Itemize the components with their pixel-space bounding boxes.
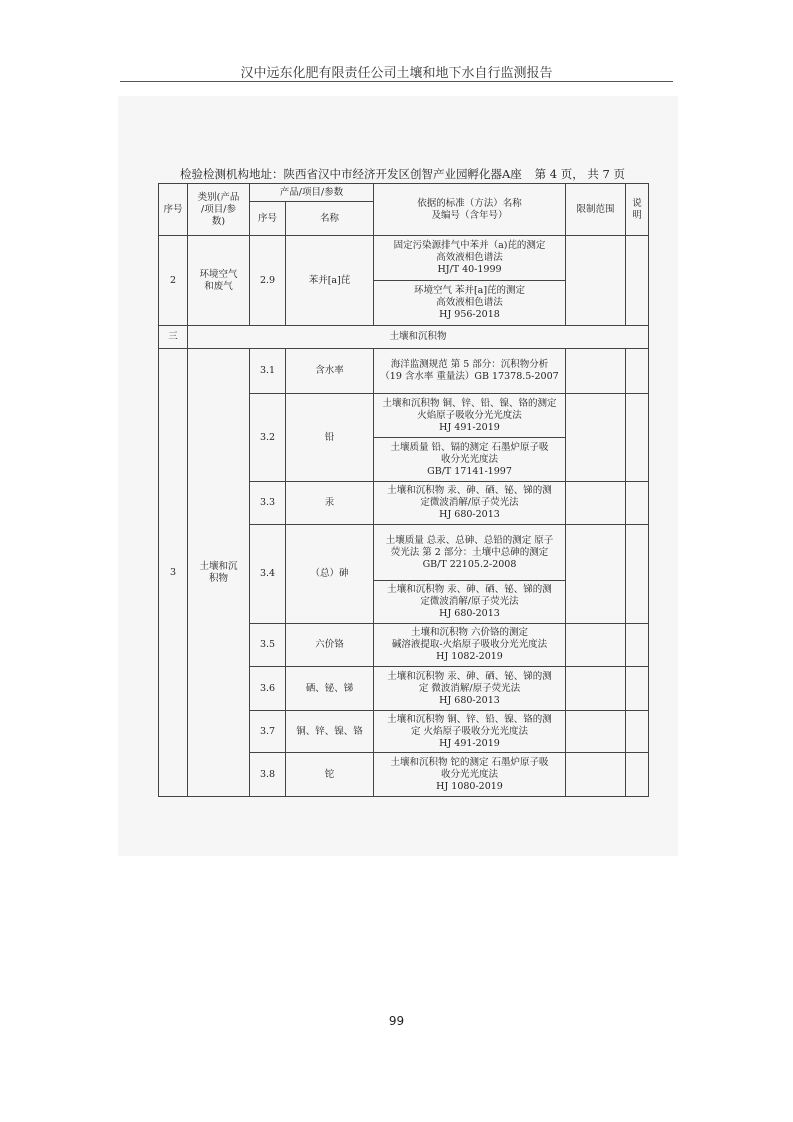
group3-seq: 3 — [159, 349, 188, 797]
limit-cell — [566, 236, 626, 326]
note-cell — [626, 753, 649, 797]
method-cell: 土壤和沉积物 铊的测定 石墨炉原子吸 收分光光度法 HJ 1080-2019 — [374, 753, 566, 797]
limit-cell — [566, 753, 626, 797]
item-name: 含水率 — [286, 349, 374, 394]
item-sub-seq: 3.7 — [250, 711, 286, 753]
item-sub-seq: 3.6 — [250, 667, 286, 711]
note-cell — [626, 482, 649, 525]
group2-sub-seq: 2.9 — [250, 236, 286, 326]
note-cell — [626, 525, 649, 624]
note-cell — [626, 711, 649, 753]
section-title: 土壤和沉积物 — [188, 326, 649, 349]
lab-address: 检验检测机构地址：陕西省汉中市经济开发区创智产业园孵化器A座 — [180, 167, 522, 181]
header-sub-seq: 序号 — [250, 202, 286, 236]
header-standard: 依据的标准（方法）名称 及编号（含年号） — [374, 184, 566, 236]
limit-cell — [566, 349, 626, 394]
limit-cell — [566, 667, 626, 711]
header-seq: 序号 — [159, 184, 188, 236]
method-cell: 海洋监测规范 第 5 部分：沉积物分析 （19 含水率 重量法）GB 17378.5-2007 — [374, 349, 566, 394]
running-header: 汉中远东化肥有限责任公司土壤和地下水自行监测报告 — [240, 66, 553, 81]
header-category: 类别(产品 /项目/参 数) — [188, 184, 250, 236]
table-row — [159, 236, 649, 281]
method-cell: 土壤和沉积物 汞、砷、硒、铋、锑的测 定 微波消解/原子荧光法 HJ 680-2013 — [374, 667, 566, 711]
limit-cell — [566, 394, 626, 482]
header-limit: 限制范围 — [566, 184, 626, 236]
item-name: 铅 — [286, 394, 374, 482]
limit-cell — [566, 525, 626, 624]
header-name: 名称 — [286, 202, 374, 236]
method-cell: 固定污染源排气中苯并（a)芘的测定 高效液相色谱法 HJ/T 40-1999 — [374, 236, 566, 281]
item-sub-seq: 3.8 — [250, 753, 286, 797]
item-name: 铊 — [286, 753, 374, 797]
method-cell: 土壤质量 铅、镉的测定 石墨炉原子吸 收分光光度法 GB/T 17141-1997 — [374, 438, 566, 482]
group2-name: 苯并[a]芘 — [286, 236, 374, 326]
group3-category: 土壤和沉 积物 — [188, 349, 250, 797]
section-seq: 三 — [159, 326, 188, 349]
limit-cell — [566, 482, 626, 525]
method-cell: 环境空气 苯并[a]芘的测定 高效液相色谱法 HJ 956-2018 — [374, 281, 566, 326]
method-cell: 土壤和沉积物 汞、砷、硒、铋、锑的测 定微波消解/原子荧光法 HJ 680-2013 — [374, 581, 566, 624]
method-cell: 土壤和沉积物 六价铬的测定 碱溶液提取-火焰原子吸收分光光度法 HJ 1082-2019 — [374, 624, 566, 667]
item-name: 汞 — [286, 482, 374, 525]
note-cell — [626, 349, 649, 394]
address-line — [180, 166, 625, 182]
header-divider — [120, 81, 673, 82]
item-name: 铜、锌、镍、铬 — [286, 711, 374, 753]
item-name: 硒、铋、锑 — [286, 667, 374, 711]
item-sub-seq: 3.1 — [250, 349, 286, 394]
limit-cell — [566, 711, 626, 753]
item-sub-seq: 3.3 — [250, 482, 286, 525]
note-cell — [626, 667, 649, 711]
item-sub-seq: 3.5 — [250, 624, 286, 667]
note-cell — [626, 236, 649, 326]
method-cell: 土壤和沉积物 铜、锌、铅、镍、铬的测 定 火焰原子吸收分光光度法 HJ 491-2019 — [374, 711, 566, 753]
method-cell: 土壤和沉积物 汞、砷、硒、铋、锑的测 定微波消解/原子荧光法 HJ 680-2013 — [374, 482, 566, 525]
group2-seq: 2 — [159, 236, 188, 326]
section-row — [159, 326, 649, 349]
table-row — [159, 349, 649, 394]
item-sub-seq: 3.2 — [250, 394, 286, 482]
method-cell: 土壤和沉积物 铜、锌、铅、镍、铬的测定 火焰原子吸收分光光度法 HJ 491-2019 — [374, 394, 566, 438]
note-cell — [626, 624, 649, 667]
test-methods-table — [158, 183, 649, 797]
item-name: （总）砷 — [286, 525, 374, 624]
page-number: 99 — [388, 1014, 405, 1028]
page-indicator: 第 4 页， 共 7 页 — [534, 167, 625, 181]
item-name: 六价铬 — [286, 624, 374, 667]
note-cell — [626, 394, 649, 482]
method-cell: 土壤质量 总汞、总砷、总铅的测定 原子 荧光法 第 2 部分：土壤中总砷的测定 GB/T 22105.2-2008 — [374, 525, 566, 581]
header-row-1 — [159, 184, 649, 202]
header-note: 说明 — [626, 184, 649, 236]
item-sub-seq: 3.4 — [250, 525, 286, 624]
group2-category: 环境空气 和废气 — [188, 236, 250, 326]
header-product-group: 产品/项目/参数 — [250, 184, 374, 202]
limit-cell — [566, 624, 626, 667]
